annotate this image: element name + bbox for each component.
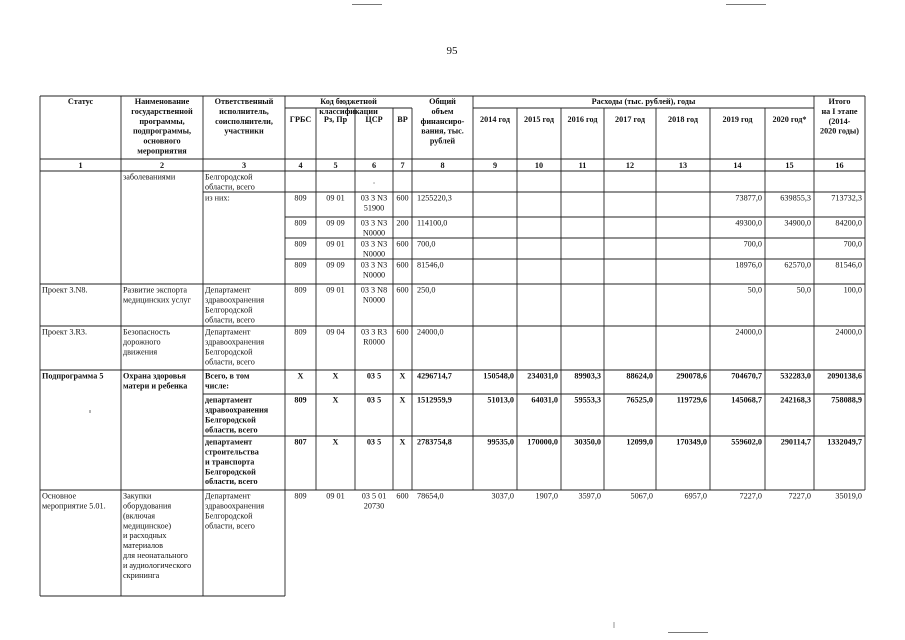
cell-responsible: числе: bbox=[205, 381, 229, 391]
header-vr: ВР bbox=[397, 115, 408, 124]
cell-name: Развитие экспорта bbox=[123, 285, 188, 295]
header-responsible: соисполнители, bbox=[215, 116, 273, 126]
cell-total: 81546,0 bbox=[417, 260, 444, 270]
column-number: 8 bbox=[440, 161, 445, 170]
table-row bbox=[123, 173, 375, 192]
cell-total: 4296714,7 bbox=[417, 371, 452, 381]
cell-name: Закупки bbox=[123, 491, 152, 501]
header-expenses: Расходы (тыс. рублей), годы bbox=[591, 97, 696, 106]
cell-rzpr: Х bbox=[332, 437, 339, 447]
cell-y2017: 88624,0 bbox=[626, 371, 653, 381]
column-number: 9 bbox=[492, 161, 498, 170]
cell-status: Проект 3.N8. bbox=[42, 285, 88, 295]
cell-csr: 03 3 N3 bbox=[360, 239, 388, 249]
cell-rzpr: 09 09 bbox=[326, 260, 345, 270]
header-year: 2014 год bbox=[480, 115, 510, 124]
cell-name: и аудиологического bbox=[123, 560, 192, 570]
cell-responsible: здравоохранения bbox=[205, 501, 265, 511]
cell-responsible: области, всего bbox=[205, 357, 255, 367]
cell-name: медицинских услуг bbox=[123, 295, 191, 305]
cell-y2014: 3037,0 bbox=[491, 491, 514, 501]
cell-name: Охрана здоровья bbox=[123, 371, 186, 381]
cell-responsible: области, всего bbox=[205, 521, 255, 531]
cell-stage: 84200,0 bbox=[835, 218, 862, 228]
cell-status: Подпрограмма 5 bbox=[42, 371, 104, 381]
table-row bbox=[42, 328, 862, 367]
cell-rzpr: 09 04 bbox=[326, 327, 345, 337]
cell-responsible: Белгородской bbox=[205, 347, 253, 357]
cell-y2017: 76525,0 bbox=[626, 395, 653, 405]
cell-name: движения bbox=[123, 347, 158, 357]
cell-stage: 100,0 bbox=[843, 285, 862, 295]
cell-y2019: 49300,0 bbox=[735, 218, 762, 228]
cell-responsible: здравоохранения bbox=[205, 295, 265, 305]
header-rzpr: Рз, Пр bbox=[323, 115, 348, 124]
cell-stage: 1332049,7 bbox=[827, 437, 862, 447]
cell-responsible: Департамент bbox=[205, 327, 251, 337]
header-stage-total: 2020 годы) bbox=[819, 126, 860, 136]
cell-name: оборудования bbox=[123, 501, 172, 511]
header-name: Наименование bbox=[134, 97, 190, 106]
cell-name: дорожного bbox=[123, 337, 161, 347]
table-row bbox=[205, 194, 862, 213]
cell-responsible: Белгородской bbox=[205, 415, 256, 425]
cell-name: для неонатального bbox=[123, 551, 188, 560]
cell-grbs: 809 bbox=[294, 239, 307, 249]
column-number: 6 bbox=[371, 161, 377, 170]
header-year: 2017 год bbox=[615, 115, 645, 124]
cell-csr: N0000 bbox=[362, 270, 386, 280]
cell-y2014: 150548,0 bbox=[483, 371, 514, 381]
cell-rzpr: 09 09 bbox=[326, 218, 345, 228]
cell-stage: 700,0 bbox=[843, 239, 862, 249]
header-stage-total: на I этапе bbox=[821, 106, 858, 116]
cell-y2020: 639855,3 bbox=[780, 193, 811, 203]
cell-csr: 03 5 bbox=[366, 395, 382, 405]
cell-csr: . bbox=[372, 176, 376, 186]
cell-y2020: 7227,0 bbox=[788, 491, 811, 501]
cell-responsible: строительства bbox=[205, 447, 259, 457]
header-year: 2015 год bbox=[524, 115, 554, 124]
column-number: 12 bbox=[625, 161, 635, 170]
header-csr: ЦСР bbox=[365, 115, 383, 124]
cell-csr: 03 3 R3 bbox=[361, 327, 387, 337]
cell-grbs: 809 bbox=[294, 193, 307, 203]
cell-rzpr: 09 01 bbox=[326, 239, 345, 249]
cell-y2019: 145068,7 bbox=[731, 395, 762, 405]
cell-total: 1512959,9 bbox=[417, 395, 452, 405]
cell-y2020: 532283,0 bbox=[780, 371, 811, 381]
header-name: подпрограммы, bbox=[132, 126, 192, 136]
cell-rzpr: 09 01 bbox=[326, 193, 345, 203]
cell-total: 250,0 bbox=[417, 285, 436, 295]
cell-grbs: Х bbox=[297, 371, 304, 381]
cell-csr: 03 3 N3 bbox=[360, 260, 388, 270]
cell-name: и расходных bbox=[123, 531, 167, 541]
cell-y2019: 559602,0 bbox=[731, 437, 762, 447]
cell-y2020: 242168,3 bbox=[780, 395, 811, 405]
header-stage-total: (2014- bbox=[828, 116, 851, 126]
column-number: 4 bbox=[298, 161, 303, 170]
cell-y2019: 7227,0 bbox=[739, 491, 762, 501]
cell-total: 114100,0 bbox=[417, 218, 448, 228]
cell-csr: N0000 bbox=[362, 228, 386, 238]
cell-status: Основное bbox=[42, 491, 77, 501]
header-total-volume: Общий bbox=[429, 97, 456, 106]
column-number: 15 bbox=[785, 161, 794, 170]
cell-responsible: области, всего bbox=[205, 425, 258, 435]
cell-total: 700,0 bbox=[417, 239, 436, 249]
cell-responsible: Департамент bbox=[205, 285, 251, 295]
cell-csr: 03 5 01 bbox=[361, 491, 387, 501]
cell-responsible: департамент bbox=[205, 437, 253, 447]
cell-grbs: 809 bbox=[294, 260, 307, 270]
cell-y2019: 73877,0 bbox=[735, 193, 762, 203]
cell-responsible: Департамент bbox=[205, 491, 251, 501]
header-name: программы, bbox=[139, 116, 185, 126]
header-total-volume: финансиро- bbox=[420, 116, 465, 126]
cell-name: Безопасность bbox=[123, 327, 170, 337]
cell-vr: 600 bbox=[396, 260, 409, 270]
cell-total: 1255220,3 bbox=[417, 193, 452, 203]
cell-csr: 51900 bbox=[363, 203, 385, 213]
cell-vr: 600 bbox=[396, 327, 409, 337]
cell-responsible: здравоохранения bbox=[205, 405, 269, 415]
cell-status: мероприятие 5.01. bbox=[42, 501, 106, 511]
cell-y2015: 64031,0 bbox=[531, 395, 558, 405]
cell-responsible: Белгородской bbox=[205, 305, 253, 315]
cell-y2019: 50,0 bbox=[747, 285, 762, 295]
cell-name: матери и ребенка bbox=[123, 381, 188, 391]
header-grbs: ГРБС bbox=[289, 115, 312, 124]
header-status: Статус bbox=[67, 97, 94, 106]
cell-csr: R0000 bbox=[363, 337, 385, 347]
cell-y2015: 1907,0 bbox=[535, 491, 558, 501]
cell-responsible: здравоохранения bbox=[205, 337, 265, 347]
cell-y2019: 24000,0 bbox=[735, 327, 762, 337]
cell-y2015: 170000,0 bbox=[527, 437, 558, 447]
table-row bbox=[42, 372, 862, 391]
cell-y2019: 700,0 bbox=[743, 239, 762, 249]
cell-stage: 2090138,6 bbox=[827, 371, 862, 381]
cell-rzpr: 09 01 bbox=[326, 491, 345, 501]
cell-vr: Х bbox=[399, 371, 406, 381]
cell-rzpr: Х bbox=[332, 395, 339, 405]
cell-vr: Х bbox=[399, 395, 406, 405]
cell-y2015: 234031,0 bbox=[527, 371, 558, 381]
header-year: 2020 год* bbox=[772, 115, 807, 124]
cell-rzpr: Х bbox=[332, 371, 339, 381]
column-number: 5 bbox=[333, 161, 338, 170]
table-row bbox=[294, 240, 862, 259]
cell-csr: N0000 bbox=[362, 295, 386, 305]
cell-grbs: 809 bbox=[294, 491, 307, 501]
header-name: государственной bbox=[131, 106, 193, 116]
table-row bbox=[294, 261, 862, 280]
cell-status: Проект 3.R3. bbox=[42, 327, 88, 337]
cell-csr: 03 3 N8 bbox=[360, 285, 388, 295]
column-number: 7 bbox=[400, 161, 405, 170]
cell-responsible: области, всего bbox=[205, 477, 258, 487]
column-number: 10 bbox=[534, 161, 544, 170]
cell-total: 24000,0 bbox=[417, 327, 444, 337]
cell-csr: 03 5 bbox=[366, 371, 382, 381]
header-stage-total: Итого bbox=[828, 97, 851, 106]
cell-name: заболеваниями bbox=[123, 172, 176, 182]
header-total-volume: рублей bbox=[429, 136, 456, 146]
cell-total: 2783754,8 bbox=[417, 437, 452, 447]
column-number: 16 bbox=[835, 161, 844, 170]
cell-y2017: 5067,0 bbox=[630, 491, 653, 501]
cell-vr: 600 bbox=[396, 239, 409, 249]
cell-responsible: области, всего bbox=[205, 182, 255, 192]
cell-csr: N0000 bbox=[362, 249, 386, 259]
cell-y2020: 50,0 bbox=[796, 285, 811, 295]
header-year: 2016 год bbox=[567, 115, 598, 124]
cell-y2020: 34900,0 bbox=[784, 218, 811, 228]
header-responsible: участники bbox=[224, 126, 264, 136]
header-total-volume: вания, тыс. bbox=[421, 126, 464, 136]
cell-grbs: 809 bbox=[294, 327, 307, 337]
cell-responsible: Всего, в том bbox=[205, 371, 250, 381]
table-body bbox=[42, 173, 862, 580]
cell-y2016: 59553,3 bbox=[574, 395, 601, 405]
table-row bbox=[42, 286, 862, 325]
cell-y2018: 6957,0 bbox=[684, 491, 707, 501]
cell-vr: Х bbox=[399, 437, 406, 447]
cell-rzpr: 09 01 bbox=[326, 285, 345, 295]
header-year: 2018 год bbox=[668, 115, 698, 124]
cell-csr: 03 3 N3 bbox=[360, 193, 388, 203]
cell-responsible: области, всего bbox=[205, 315, 255, 325]
cell-y2016: 3597,0 bbox=[578, 491, 601, 501]
cell-grbs: 807 bbox=[294, 437, 307, 447]
cell-name: медицинское) bbox=[123, 521, 172, 531]
cell-name: (включая bbox=[123, 511, 155, 521]
column-number: 11 bbox=[578, 161, 587, 170]
header-budget-code: Код бюджетной bbox=[320, 97, 377, 106]
cell-responsible: из них: bbox=[205, 193, 230, 203]
cell-y2016: 89903,3 bbox=[574, 371, 601, 381]
cell-stage: 81546,0 bbox=[835, 260, 862, 270]
table-row bbox=[205, 438, 862, 487]
column-number: 14 bbox=[733, 161, 742, 170]
cell-vr: 200 bbox=[396, 218, 409, 228]
cell-stage: 713732,3 bbox=[831, 193, 862, 203]
column-number: 13 bbox=[678, 161, 688, 170]
cell-vr: 600 bbox=[396, 193, 409, 203]
cell-y2019: 704670,7 bbox=[731, 371, 762, 381]
header-year: 2019 год bbox=[722, 115, 753, 124]
cell-y2020: 290114,7 bbox=[780, 437, 811, 447]
column-number: 2 bbox=[159, 161, 165, 170]
cell-stage: 758088,9 bbox=[831, 395, 862, 405]
cell-y2017: 12099,0 bbox=[626, 437, 653, 447]
cell-stage: 35019,0 bbox=[835, 491, 862, 501]
cell-grbs: 809 bbox=[294, 218, 307, 228]
cell-grbs: 809 bbox=[294, 395, 307, 405]
cell-csr: 20730 bbox=[363, 501, 385, 511]
cell-vr: 600 bbox=[396, 491, 409, 501]
cell-y2018: 170349,0 bbox=[676, 437, 707, 447]
cell-grbs: 809 bbox=[294, 285, 307, 295]
cell-y2018: 290078,6 bbox=[676, 371, 707, 381]
cell-responsible: и транспорта bbox=[205, 457, 255, 467]
cell-y2016: 30350,0 bbox=[574, 437, 601, 447]
header-responsible: Ответственный bbox=[214, 97, 274, 106]
cell-responsible: Белгородской bbox=[205, 172, 253, 182]
cell-y2020: 62570,0 bbox=[784, 260, 811, 270]
column-number: 3 bbox=[241, 161, 247, 170]
cell-y2018: 119729,6 bbox=[676, 395, 707, 405]
cell-csr: 03 3 N3 bbox=[360, 218, 388, 228]
cell-name: материалов bbox=[123, 541, 163, 551]
cell-responsible: Белгородской bbox=[205, 511, 253, 521]
table-row bbox=[205, 396, 862, 435]
header-total-volume: объем bbox=[431, 106, 454, 116]
cell-name: скрининга bbox=[123, 570, 160, 580]
cell-stage: 24000,0 bbox=[835, 327, 862, 337]
cell-y2014: 99535,0 bbox=[487, 437, 514, 447]
cell-total: 78654,0 bbox=[417, 491, 444, 501]
cell-y2014: 51013,0 bbox=[487, 395, 514, 405]
table-row bbox=[294, 219, 862, 238]
table-row bbox=[42, 492, 862, 580]
header-budget-code: классификации bbox=[319, 106, 378, 116]
cell-y2019: 18976,0 bbox=[735, 260, 762, 270]
cell-csr: 03 5 bbox=[366, 437, 382, 447]
header-name: мероприятия bbox=[137, 146, 187, 156]
header-responsible: исполнитель, bbox=[219, 106, 269, 116]
cell-responsible: департамент bbox=[205, 395, 253, 405]
header-name: основного bbox=[143, 136, 181, 146]
cell-vr: 600 bbox=[396, 285, 409, 295]
page-number: 95 bbox=[446, 45, 458, 57]
cell-responsible: Белгородской bbox=[205, 467, 256, 477]
column-number: 1 bbox=[78, 161, 83, 170]
